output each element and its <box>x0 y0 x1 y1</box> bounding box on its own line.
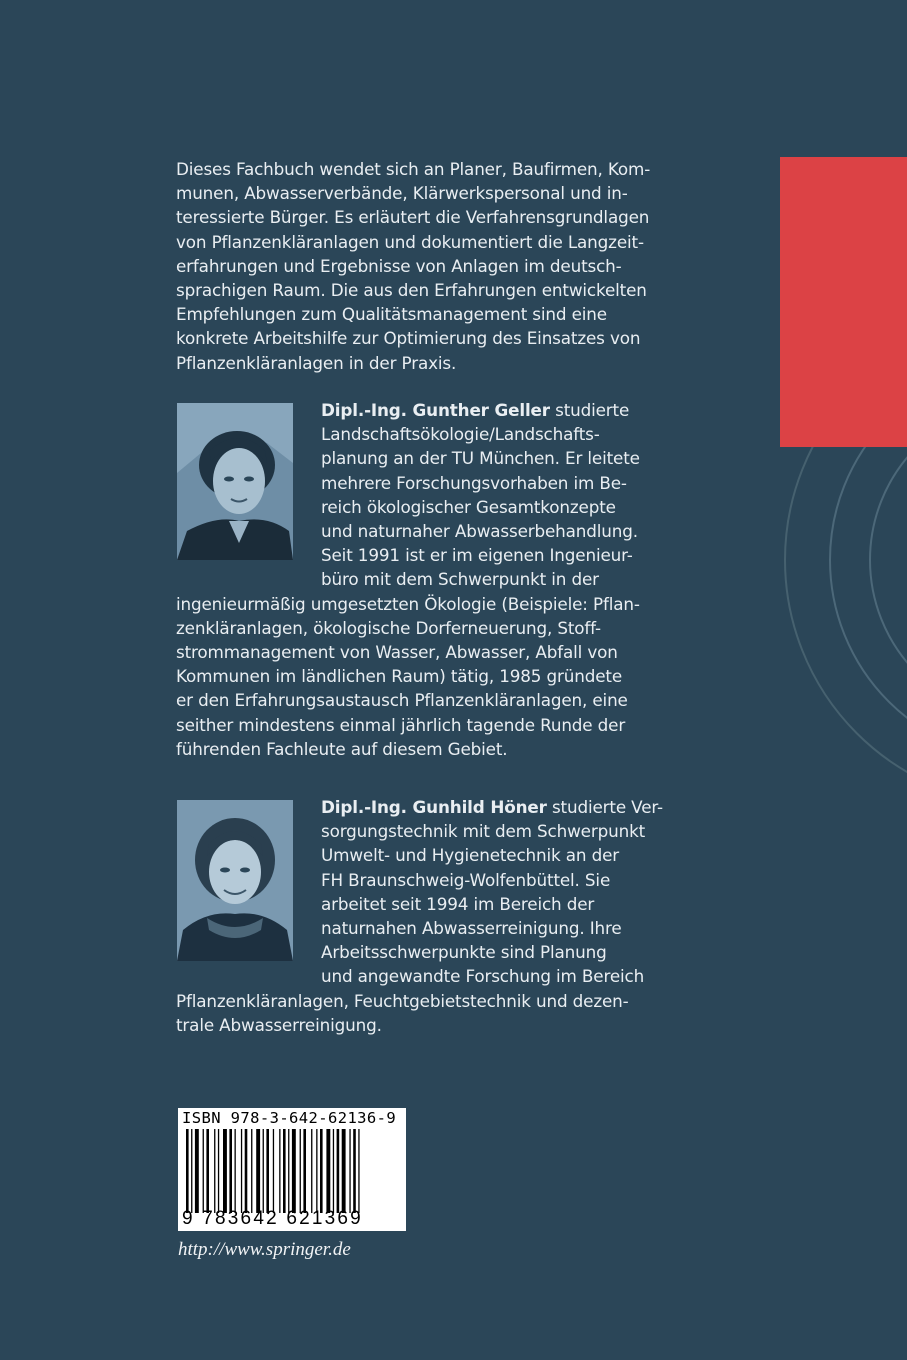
author-bio-line: ingenieurmäßig umgesetzten Ökologie (Beispiele: Pflan- <box>176 593 640 614</box>
intro-line: munen, Abwasserverbände, Klärwerkspersonal und in- <box>176 183 628 204</box>
barcode-number: 9 783642 621369 <box>182 1208 363 1229</box>
author-bio-line: naturnahen Abwasserreinigung. Ihre <box>321 918 622 939</box>
author-bio-line: Seit 1991 ist er im eigenen Ingenieur- <box>321 545 633 566</box>
author-bio-line: arbeitet seit 1994 im Bereich der <box>321 893 595 914</box>
author-bio-line: und naturnaher Abwasserbehandlung. <box>321 521 638 542</box>
author-bio-line: seither mindestens einmal jährlich tagende Runde der <box>176 714 626 735</box>
author-bio-line: Pflanzenkläranlagen, Feuchtgebietstechnik und dezen- <box>176 990 629 1011</box>
author-bio-hoener <box>176 795 663 1037</box>
author-bio-line: büro mit dem Schwerpunkt in der <box>321 569 599 590</box>
author-bio-line: Arbeitsschwerpunkte sind Planung <box>321 942 607 963</box>
author-bio-geller <box>176 398 654 761</box>
author-bio-line: Kommunen im ländlichen Raum) tätig, 1985 gründete <box>176 666 623 687</box>
author-bio-first-line <box>176 398 654 422</box>
intro-line: sprachigen Raum. Die aus den Erfahrungen entwickelten <box>176 280 647 301</box>
author-bio-line: er den Erfahrungsaustausch Pflanzenkläranlagen, eine <box>176 690 628 711</box>
author-name: Dipl.-Ing. Gunther Geller <box>321 400 550 420</box>
author-bio-line: planung an der TU München. Er leitete <box>321 448 640 469</box>
intro-line: teressierte Bürger. Es erläutert die Verfahrensgrundlagen <box>176 207 650 228</box>
author-bio-text: studierte Ver- <box>546 797 663 817</box>
publisher-url[interactable]: http://www.springer.de <box>178 1239 351 1260</box>
author-bio-line: Umwelt- und Hygienetechnik an der <box>321 845 620 866</box>
intro-paragraph <box>176 157 654 375</box>
intro-line: Dieses Fachbuch wendet sich an Planer, Baufirmen, Kom- <box>176 159 651 179</box>
isbn-text: ISBN 978-3-642-62136-9 <box>182 1109 397 1127</box>
author-bio-line: sorgungstechnik mit dem Schwerpunkt <box>321 821 646 842</box>
intro-line: Empfehlungen zum Qualitätsmanagement sind eine <box>176 304 607 325</box>
red-accent-block <box>780 157 907 447</box>
barcode-bars <box>184 1129 400 1213</box>
author-bio-line: FH Braunschweig-Wolfenbüttel. Sie <box>321 869 611 890</box>
isbn-barcode <box>178 1108 406 1231</box>
author-bio-line: und angewandte Forschung im Bereich <box>321 966 645 987</box>
author-bio-line: mehrere Forschungsvorhaben im Be- <box>321 472 627 493</box>
author-bio-line: führenden Fachleute auf diesem Gebiet. <box>176 738 508 759</box>
intro-line: konkrete Arbeitshilfe zur Optimierung des Einsatzes von <box>176 328 641 349</box>
author-bio-line: trale Abwasserreinigung. <box>176 1014 382 1035</box>
author-bio-text: studierte <box>549 400 630 420</box>
author-name: Dipl.-Ing. Gunhild Höner <box>321 797 547 817</box>
intro-line: Pflanzenkläranlagen in der Praxis. <box>176 352 457 373</box>
intro-line: erfahrungen und Ergebnisse von Anlagen im deutsch- <box>176 255 622 276</box>
intro-line: von Pflanzenkläranlagen und dokumentiert die Langzeit- <box>176 231 644 252</box>
author-bio-first-line <box>176 795 663 819</box>
author-bio-line: strommanagement von Wasser, Abwasser, Abfall von <box>176 642 618 663</box>
author-bio-line: zenkläranlagen, ökologische Dorferneuerung, Stoff- <box>176 617 601 638</box>
author-bio-line: reich ökologischer Gesamtkonzepte <box>321 496 616 517</box>
author-bio-line: Landschaftsökologie/Landschafts- <box>321 424 600 445</box>
